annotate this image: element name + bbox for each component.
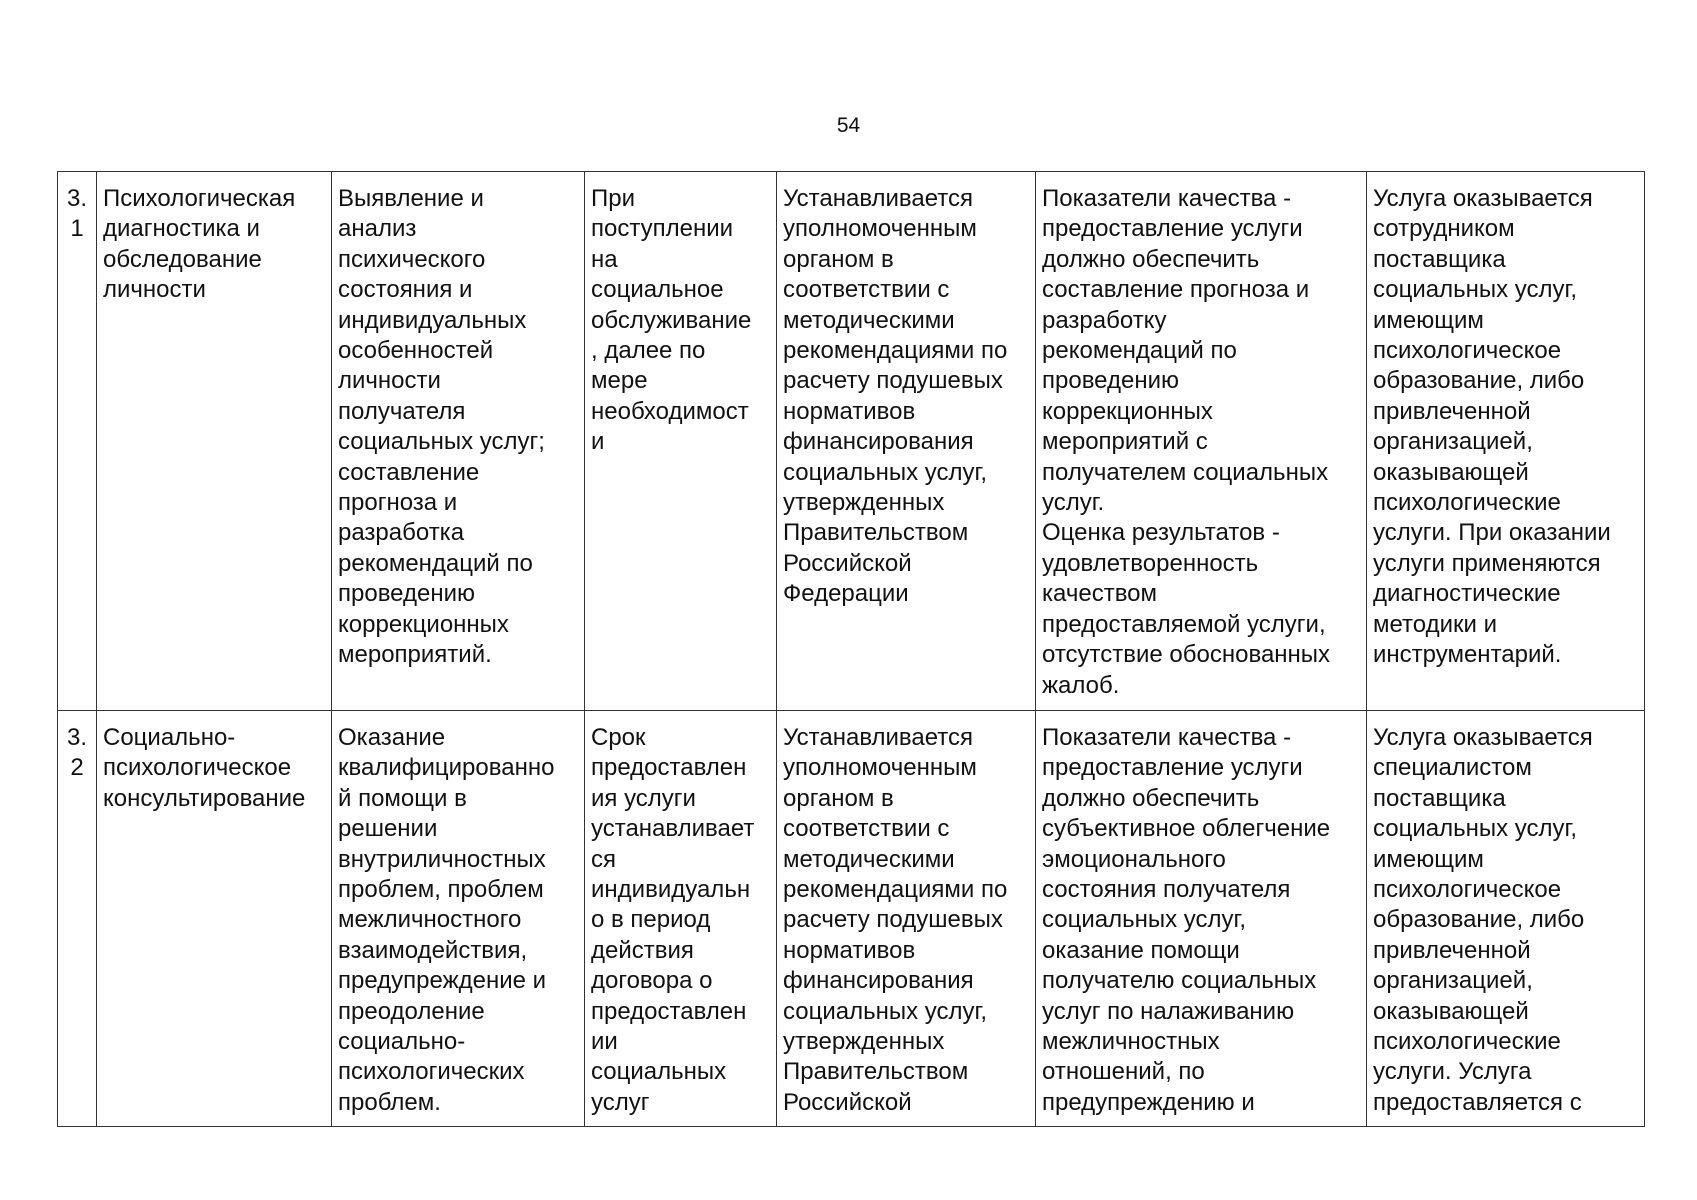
service-content-cell: Оказание квалифицированно й помощи в решении внутриличностных проблем, проблем межличностного взаимодействия, предупреждение и преодоление социально- психологических проблем. bbox=[332, 711, 585, 1127]
service-content-cell: Выявление и анализ психического состояния и индивидуальных особенностей личности получателя социальных услуг; составление прогноза и разработка рекомендаций по проведению коррекционных мероприятий. bbox=[332, 172, 585, 711]
service-term-cell: При поступлении на социальное обслуживание , далее по мере необходимост и bbox=[585, 172, 777, 711]
service-name-cell: Социально- психологическое консультирование bbox=[97, 711, 332, 1127]
service-norm-cell: Устанавливается уполномоченным органом в соответствии с методическими рекомендациями по расчету подушевых нормативов финансирования социальных услуг, утвержденных Правительством Российской bbox=[777, 711, 1036, 1127]
table-row bbox=[58, 172, 1645, 711]
item-number-cell: 3. 1 bbox=[58, 172, 97, 711]
item-number-cell: 3. 2 bbox=[58, 711, 97, 1127]
service-name-cell: Психологическая диагностика и обследование личности bbox=[97, 172, 332, 711]
service-conditions-cell: Услуга оказывается специалистом поставщика социальных услуг, имеющим психологическое образование, либо привлеченной организацией, оказывающей психологические услуги. Услуга предоставляется с bbox=[1367, 711, 1645, 1127]
page-number: 54 bbox=[836, 114, 861, 137]
service-conditions-cell: Услуга оказывается сотрудником поставщика социальных услуг, имеющим психологическое образование, либо привлеченной организацией, оказывающей психологические услуги. При оказании услуги применяются диагностические методики и инструментарий. bbox=[1367, 172, 1645, 711]
service-quality-cell: Показатели качества - предоставление услуги должно обеспечить составление прогноза и разработку рекомендаций по проведению коррекционных мероприятий с получателем социальных услуг. Оценка результатов - удовлетворенность качеством предоставляемой услуги, отсутствие обоснованных жалоб. bbox=[1036, 172, 1367, 711]
service-quality-cell: Показатели качества - предоставление услуги должно обеспечить субъективное облегчение эмоционального состояния получателя социальных услуг, оказание помощи получателю социальных услуг по налаживанию межличностных отношений, по предупреждению и bbox=[1036, 711, 1367, 1127]
service-norm-cell: Устанавливается уполномоченным органом в соответствии с методическими рекомендациями по расчету подушевых нормативов финансирования социальных услуг, утвержденных Правительством Российской Федерации bbox=[777, 172, 1036, 711]
table-row bbox=[58, 711, 1645, 1127]
service-term-cell: Срок предоставлен ия услуги устанавливает ся индивидуальн о в период действия договора о предоставлен ии социальных услуг bbox=[585, 711, 777, 1127]
services-table bbox=[57, 171, 1645, 1127]
